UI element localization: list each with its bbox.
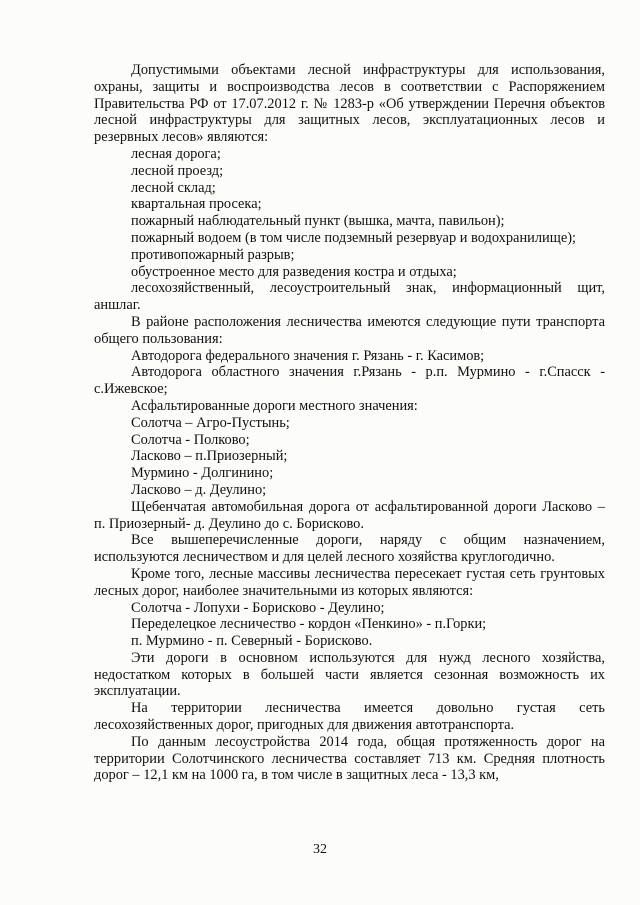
paragraph: лесохозяйственный, лесоустроительный знак, информационный щит, аншлаг. xyxy=(94,280,605,314)
paragraph: Автодорога федерального значения г. Рязань - г. Касимов; xyxy=(131,347,485,364)
paragraph: лесной склад; xyxy=(131,179,216,196)
paragraph: Переделецкое лесничество - кордон «Пенкино» - п.Горки; xyxy=(131,616,487,633)
paragraph: Допустимыми объектами лесной инфраструктуры для использования, охраны, защиты и воспроизводства лесов в соответствии с Распоряжением Правительства РФ от 17.07.2012 г. № 1283-р «Об утверждении Перечня объектов лесной инфраструктуры для защитных лесов, эксплуатационных лесов и резервных лесов» являются: xyxy=(94,62,605,146)
paragraph: Все вышеперечисленные дороги, наряду с общим назначением, используются лесничеством и для целей лесного хозяйства круглогодично. xyxy=(94,532,605,566)
paragraph: обустроенное место для разведения костра и отдыха; xyxy=(131,263,457,280)
paragraph: По данным лесоустройства 2014 года, общая протяженность дорог на территории Солотчинского лесничества составляет 713 км. Средняя плотность дорог – 12,1 км на 1000 га, в том числе в защитных леса - 13,3 км, xyxy=(94,733,605,784)
paragraph: Ласково – п.Приозерный; xyxy=(131,448,288,465)
paragraph: пожарный водоем (в том числе подземный резервуар и водохранилище); xyxy=(131,229,576,246)
paragraph: Солотча – Агро-Пустынь; xyxy=(131,414,290,431)
paragraph: Солотча - Полково; xyxy=(131,431,250,448)
paragraph: квартальная просека; xyxy=(131,196,262,213)
paragraph: лесная дорога; xyxy=(131,145,221,162)
paragraph: Щебенчатая автомобильная дорога от асфальтированной дороги Ласково – п. Приозерный- д. Деулино до с. Борисково. xyxy=(94,498,605,532)
paragraph: Автодорога областного значения г.Рязань - р.п. Мурмино - г.Спасск - с.Ижевское; xyxy=(94,364,605,398)
paragraph: лесной проезд; xyxy=(131,162,224,179)
paragraph: Ласково – д. Деулино; xyxy=(131,481,267,498)
paragraph: Солотча - Лопухи - Борисково - Деулино; xyxy=(131,599,385,616)
paragraph: Кроме того, лесные массивы лесничества пересекает густая сеть грунтовых лесных дорог, наиболее значительными из которых являются: xyxy=(94,565,605,599)
document-body xyxy=(94,62,605,784)
paragraph: п. Мурмино - п. Северный - Борисково. xyxy=(131,633,373,650)
paragraph: Асфальтированные дороги местного значения: xyxy=(131,397,418,414)
paragraph: противопожарный разрыв; xyxy=(131,246,295,263)
paragraph: В районе расположения лесничества имеются следующие пути транспорта общего пользования: xyxy=(94,313,605,347)
page-number: 32 xyxy=(313,842,327,857)
paragraph: Эти дороги в основном используются для нужд лесного хозяйства, недостатком которых в большей части является сезонная возможность их эксплуатации. xyxy=(94,649,605,700)
paragraph: пожарный наблюдательный пункт (вышка, мачта, павильон); xyxy=(131,213,505,230)
paragraph: Мурмино - Долгинино; xyxy=(131,465,274,482)
paragraph: На территории лесничества имеется довольно густая сеть лесохозяйственных дорог, пригодных для движения автотранспорта. xyxy=(94,700,605,734)
